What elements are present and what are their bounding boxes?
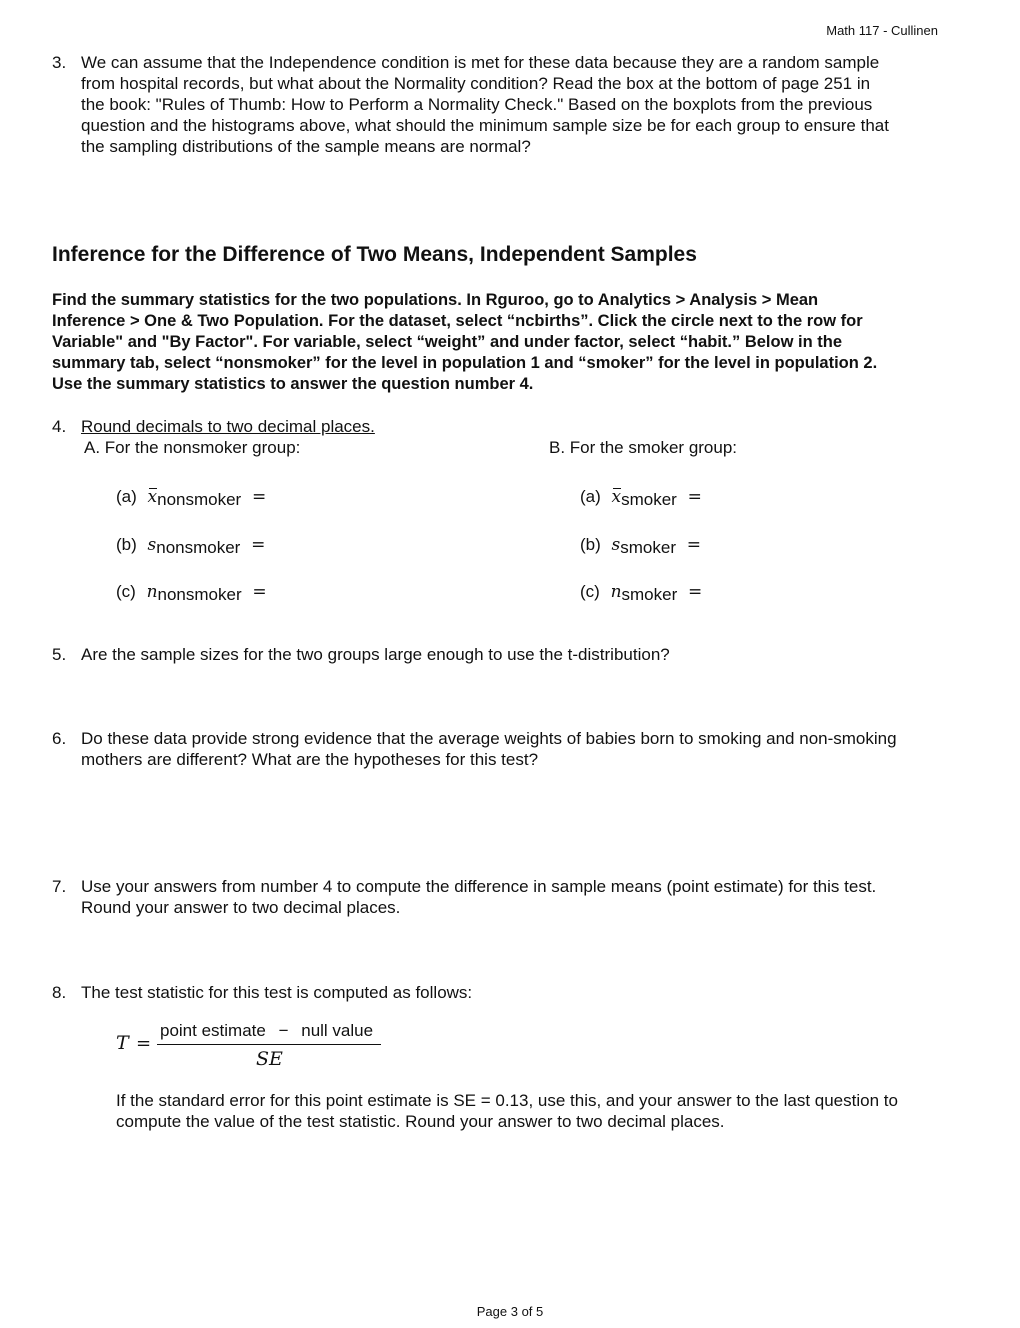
item-subscript: nonsmoker xyxy=(157,490,242,509)
s-symbol: s xyxy=(147,535,157,555)
formula-minus: − xyxy=(278,1021,289,1040)
smoker-n-item xyxy=(580,581,702,603)
formula-null-value: null value xyxy=(301,1021,374,1040)
course-header: Math 117 - Cullinen xyxy=(826,23,938,38)
fraction-bar xyxy=(157,1044,381,1045)
equals-sign: = xyxy=(251,535,266,555)
item-subscript: smoker xyxy=(620,538,676,557)
question-7-text xyxy=(81,876,971,918)
formula-lhs: T xyxy=(116,1032,129,1054)
formula-equals: = xyxy=(136,1033,152,1054)
s-symbol: s xyxy=(611,535,621,555)
section-title: Inference for the Difference of Two Means, Independent Samples xyxy=(52,243,697,266)
question-4-instruction: Round decimals to two decimal places. xyxy=(81,417,375,436)
equals-sign: = xyxy=(251,487,267,507)
question-6-line: Do these data provide strong evidence that the average weights of babies born to smoking and non-smoking xyxy=(81,729,897,748)
instructions-line: Use the summary statistics to answer the question number 4. xyxy=(52,375,534,393)
question-5-number: 5. xyxy=(52,645,67,664)
equals-sign: = xyxy=(687,582,703,602)
group-b-label: B. For the smoker group: xyxy=(549,438,738,457)
xbar-symbol: x xyxy=(611,487,622,507)
question-8-text xyxy=(116,1090,976,1132)
nonsmoker-mean-item xyxy=(116,486,266,508)
instructions-line: Variable" and "By Factor". For variable, select “weight” and under factor, select “habit.” Below in the xyxy=(52,333,843,351)
question-3-line: question and the histograms above, what should the minimum sample size be for each group to ensure that xyxy=(81,116,889,135)
question-3-text xyxy=(81,52,961,157)
item-label: (b) xyxy=(580,535,601,554)
question-6-line: mothers are different? What are the hypotheses for this test? xyxy=(81,750,539,769)
question-3-line: the book: "Rules of Thumb: How to Perform a Normality Check." Based on the boxplots from the previous xyxy=(81,95,873,114)
instructions-line: summary tab, select “nonsmoker” for the level in population 1 and “smoker” for the level in population 2. xyxy=(52,354,878,372)
question-6-text xyxy=(81,728,971,770)
item-label: (c) xyxy=(580,582,600,601)
page-number: Page 3 of 5 xyxy=(476,1304,544,1319)
nonsmoker-n-item xyxy=(116,581,267,603)
instructions-line: Inference > One & Two Population. For the dataset, select “ncbirths”. Click the circle next to the row for xyxy=(52,312,863,330)
item-subscript: smoker xyxy=(621,490,677,509)
question-6-number: 6. xyxy=(52,729,67,748)
question-3-number: 3. xyxy=(52,53,67,72)
question-8-line: If the standard error for this point estimate is SE = 0.13, use this, and your answer to the last question to xyxy=(116,1091,898,1110)
question-4-number: 4. xyxy=(52,417,67,436)
question-3-line: the sampling distributions of the sample means are normal? xyxy=(81,137,531,156)
smoker-mean-item xyxy=(580,486,702,508)
equals-sign: = xyxy=(252,582,267,602)
n-symbol: n xyxy=(610,582,622,602)
formula-denominator: SE xyxy=(256,1048,283,1070)
question-5-text: Are the sample sizes for the two groups large enough to use the t-distribution? xyxy=(81,645,670,664)
equals-sign: = xyxy=(687,487,702,507)
xbar-symbol: x xyxy=(147,487,158,507)
n-symbol: n xyxy=(146,582,158,602)
instructions xyxy=(52,290,952,395)
item-label: (b) xyxy=(116,535,137,554)
item-subscript: nonsmoker xyxy=(156,538,241,557)
instructions-line: Find the summary statistics for the two populations. In Rguroo, go to Analytics > Analysis > Mean xyxy=(52,291,819,309)
item-label: (c) xyxy=(116,582,136,601)
group-a-label: A. For the nonsmoker group: xyxy=(84,438,301,457)
question-7-line: Use your answers from number 4 to compute the difference in sample means (point estimate) for this test. xyxy=(81,877,877,896)
question-3-line: from hospital records, but what about the Normality condition? Read the box at the bottom of page 251 in xyxy=(81,74,871,93)
question-3-line: We can assume that the Independence condition is met for these data because they are a random sample xyxy=(81,53,880,72)
formula-point-estimate: point estimate xyxy=(160,1021,266,1040)
item-subscript: nonsmoker xyxy=(157,585,242,604)
question-8-intro: The test statistic for this test is computed as follows: xyxy=(81,983,473,1002)
formula-numerator xyxy=(160,1020,373,1041)
item-subscript: smoker xyxy=(621,585,678,604)
question-8-line: compute the value of the test statistic. Round your answer to two decimal places. xyxy=(116,1112,725,1131)
nonsmoker-sd-item xyxy=(116,534,265,556)
question-7-number: 7. xyxy=(52,877,67,896)
question-8-number: 8. xyxy=(52,983,67,1002)
item-label: (a) xyxy=(116,487,137,506)
smoker-sd-item xyxy=(580,534,701,556)
equals-sign: = xyxy=(686,535,701,555)
question-7-line: Round your answer to two decimal places. xyxy=(81,898,401,917)
item-label: (a) xyxy=(580,487,601,506)
